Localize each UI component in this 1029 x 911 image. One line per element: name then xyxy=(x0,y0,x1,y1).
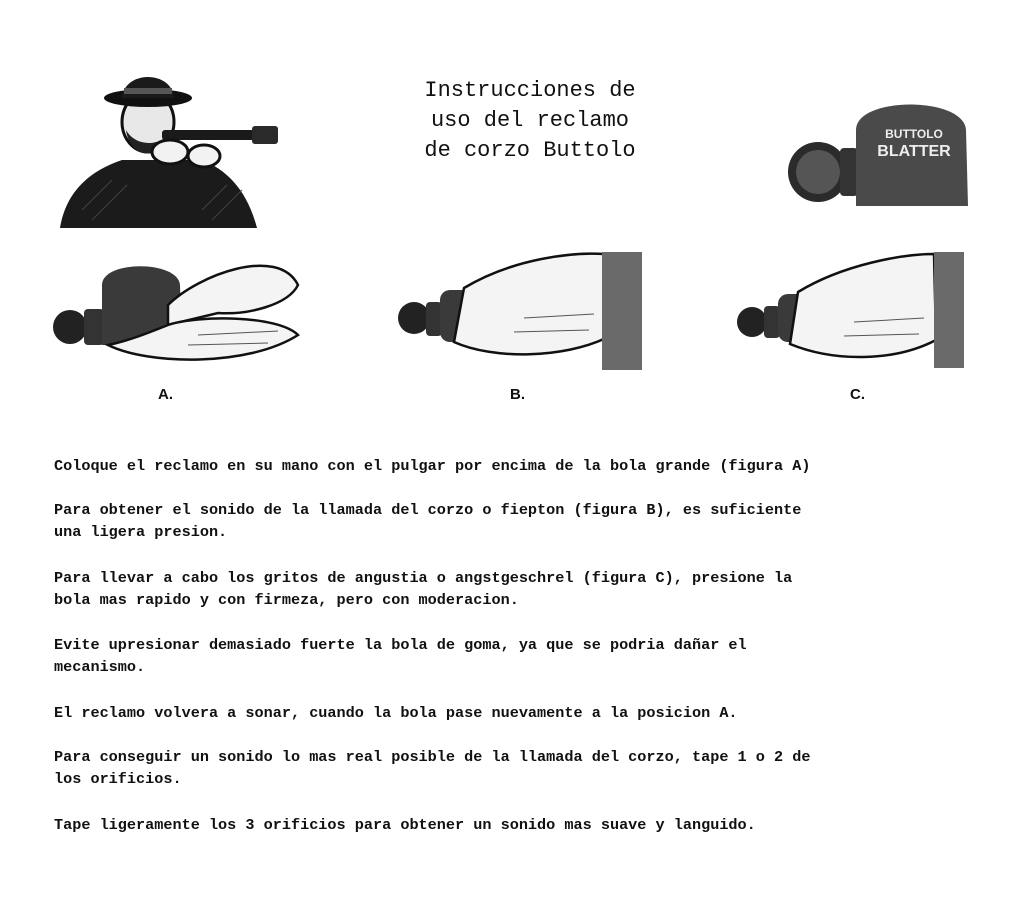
device-name: BLATTER xyxy=(877,143,951,160)
instruction-4: Evite upresionar demasiado fuerte la bola de goma, ya que se podria dañar el mecanismo. xyxy=(54,636,747,676)
figure-c-hand-illustration xyxy=(734,250,974,376)
figure-a-label: A. xyxy=(158,386,173,403)
page-title xyxy=(380,76,680,166)
figure-c-label: C. xyxy=(850,386,865,403)
title-line-1: Instrucciones de xyxy=(424,78,636,103)
title-line-3: de corzo Buttolo xyxy=(424,138,636,163)
instruction-2: Para obtener el sonido de la llamada del corzo o fiepton (figura B), es suficiente una ligera presion. xyxy=(54,501,802,541)
title-line-2: uso del reclamo xyxy=(430,108,630,133)
device-brand: BUTTOLO xyxy=(885,127,943,141)
instruction-7: Tape ligeramente los 3 orificios para obtener un sonido mas suave y languido. xyxy=(54,816,756,834)
instruction-1: Coloque el reclamo en su mano con el pulgar por encima de la bola grande (figura A) xyxy=(54,457,811,475)
figure-b-hand-illustration xyxy=(394,248,650,376)
figure-b-label: B. xyxy=(510,386,525,403)
hunter-illustration xyxy=(52,60,284,230)
instruction-5: El reclamo volvera a sonar, cuando la bola pase nuevamente a la posicion A. xyxy=(54,704,738,722)
buttolo-device-illustration xyxy=(786,86,972,210)
instruction-6: Para conseguir un sonido lo mas real posible de la llamada del corzo, tape 1 o 2 de los orificios. xyxy=(54,748,811,788)
figure-a-hand-illustration xyxy=(48,245,304,375)
instruction-3: Para llevar a cabo los gritos de angustia o angstgeschrel (figura C), presione la bola mas rapido y con firmeza, pero con moderacion. xyxy=(54,569,793,609)
